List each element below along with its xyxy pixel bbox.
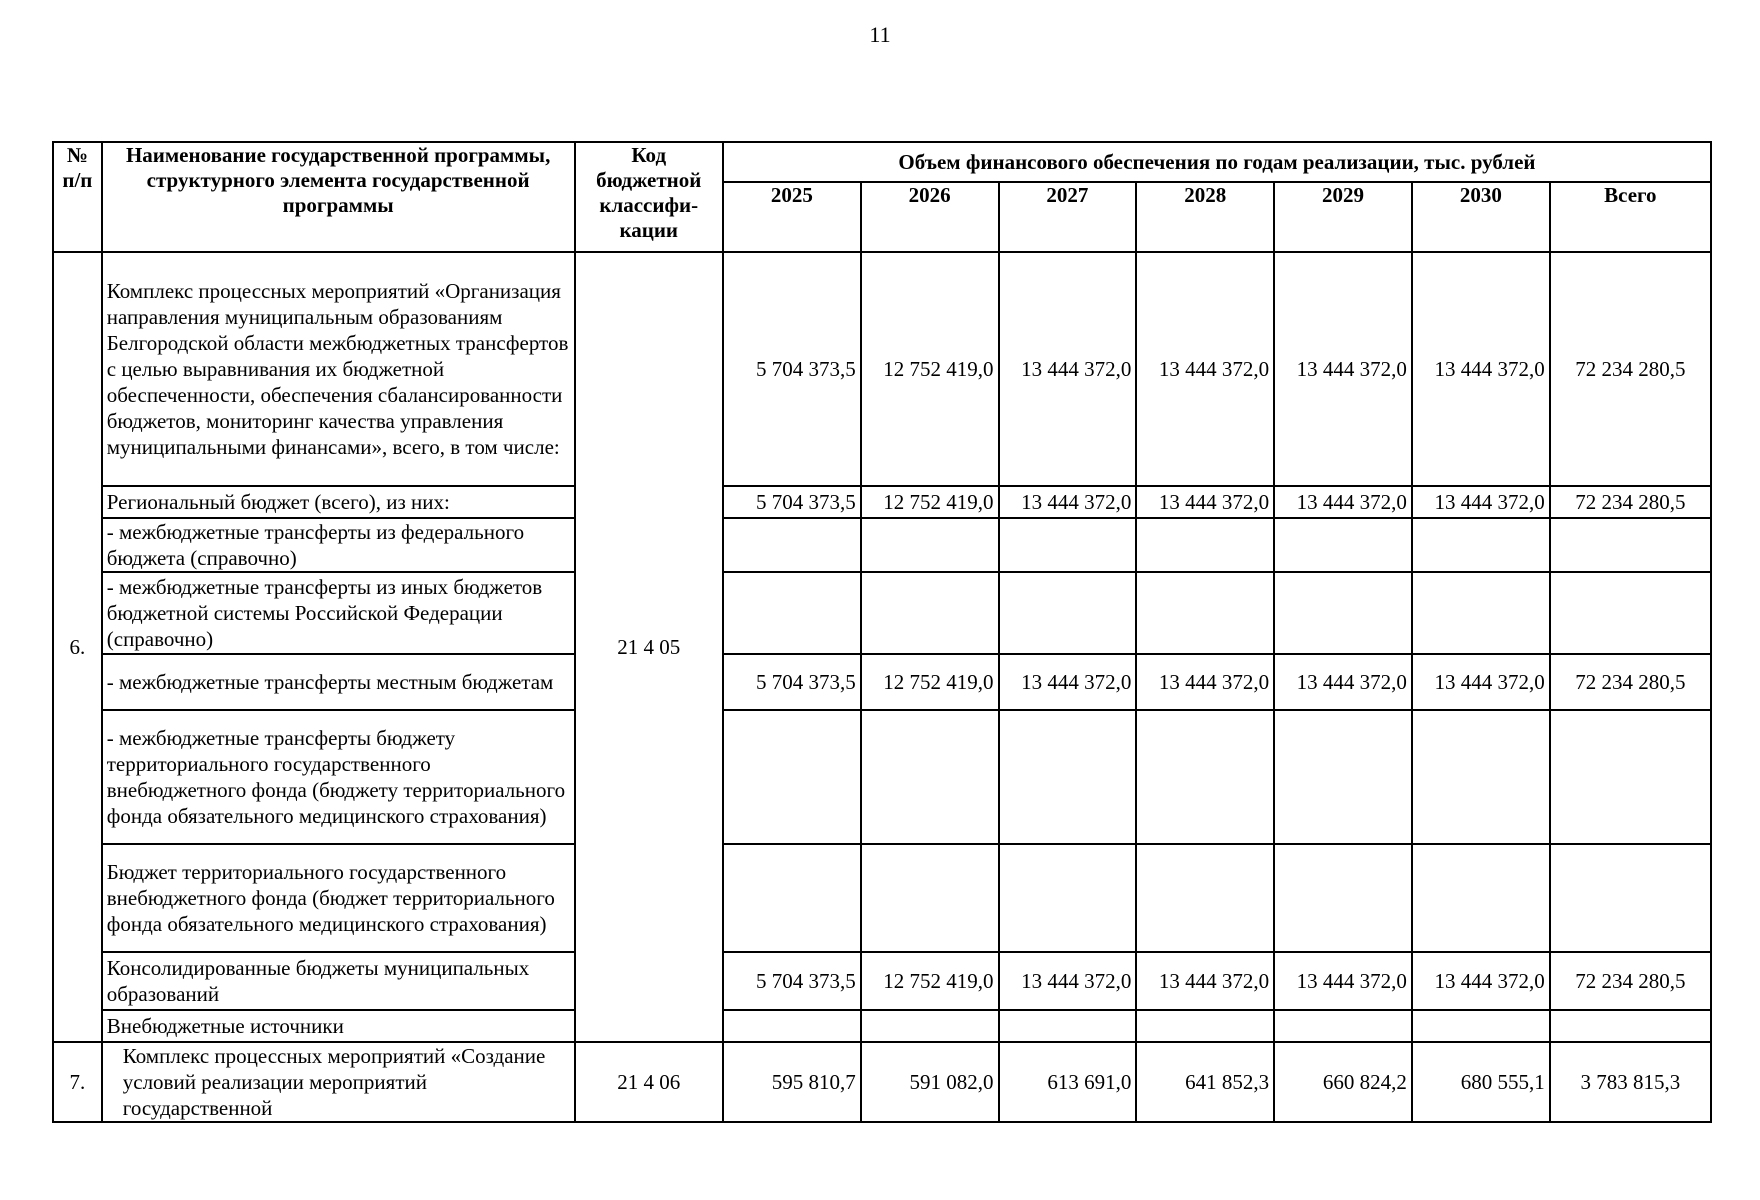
table-row bbox=[53, 252, 1711, 486]
row-name: Бюджет территориального государственного внебюджетного фонда (бюджет территориального фонда обязательного медицинского страхования) bbox=[102, 844, 575, 952]
value-2028: 641 852,3 bbox=[1136, 1042, 1274, 1122]
value-2029: 660 824,2 bbox=[1274, 1042, 1412, 1122]
value-2029 bbox=[1274, 844, 1412, 952]
value-total: 3 783 815,3 bbox=[1550, 1042, 1711, 1122]
value-2025 bbox=[723, 518, 861, 572]
value-2025: 5 704 373,5 bbox=[723, 654, 861, 710]
row-number: 7. bbox=[53, 1042, 102, 1122]
value-2028 bbox=[1136, 844, 1274, 952]
value-total bbox=[1550, 518, 1711, 572]
row-code: 21 4 06 bbox=[575, 1042, 723, 1122]
value-2028: 13 444 372,0 bbox=[1136, 654, 1274, 710]
value-2026: 12 752 419,0 bbox=[861, 952, 999, 1010]
header-financing: Объем финансового обеспечения по годам реализации, тыс. рублей bbox=[723, 142, 1711, 182]
page-number: 11 bbox=[869, 22, 891, 47]
value-2030: 13 444 372,0 bbox=[1412, 654, 1550, 710]
row-name: Комплекс процессных мероприятий «Создание условий реализации мероприятий государственной bbox=[102, 1042, 575, 1122]
value-2027: 613 691,0 bbox=[999, 1042, 1137, 1122]
value-2026: 12 752 419,0 bbox=[861, 252, 999, 486]
table-row bbox=[53, 486, 1711, 518]
value-total bbox=[1550, 710, 1711, 844]
row-name: - межбюджетные трансферты бюджету территориального государственного внебюджетного фонда (бюджету территориального фонда обязательного медицинского страхования) bbox=[102, 710, 575, 844]
header-total: Всего bbox=[1550, 182, 1711, 252]
value-2029 bbox=[1274, 1010, 1412, 1042]
header-year-2026: 2026 bbox=[861, 182, 999, 252]
value-total: 72 234 280,5 bbox=[1550, 654, 1711, 710]
value-total: 72 234 280,5 bbox=[1550, 952, 1711, 1010]
value-2028: 13 444 372,0 bbox=[1136, 486, 1274, 518]
value-total: 72 234 280,5 bbox=[1550, 486, 1711, 518]
budget-table bbox=[52, 141, 1712, 1123]
value-2028: 13 444 372,0 bbox=[1136, 252, 1274, 486]
value-2027 bbox=[999, 1010, 1137, 1042]
value-2027: 13 444 372,0 bbox=[999, 486, 1137, 518]
value-2026: 12 752 419,0 bbox=[861, 486, 999, 518]
value-2028 bbox=[1136, 572, 1274, 654]
row-name: Региональный бюджет (всего), из них: bbox=[102, 486, 575, 518]
row-name: - межбюджетные трансферты из иных бюджетов бюджетной системы Российской Федерации (справочно) bbox=[102, 572, 575, 654]
value-2028: 13 444 372,0 bbox=[1136, 952, 1274, 1010]
value-2025: 5 704 373,5 bbox=[723, 952, 861, 1010]
value-2026: 12 752 419,0 bbox=[861, 654, 999, 710]
value-2030 bbox=[1412, 710, 1550, 844]
header-year-2030: 2030 bbox=[1412, 182, 1550, 252]
value-2027: 13 444 372,0 bbox=[999, 252, 1137, 486]
value-2029: 13 444 372,0 bbox=[1274, 252, 1412, 486]
value-2026 bbox=[861, 1010, 999, 1042]
value-2026: 591 082,0 bbox=[861, 1042, 999, 1122]
row-name: Внебюджетные источники bbox=[102, 1010, 575, 1042]
value-2026 bbox=[861, 710, 999, 844]
value-2029 bbox=[1274, 518, 1412, 572]
value-2030: 13 444 372,0 bbox=[1412, 486, 1550, 518]
value-2030: 13 444 372,0 bbox=[1412, 952, 1550, 1010]
value-2029 bbox=[1274, 572, 1412, 654]
table-row bbox=[53, 710, 1711, 844]
value-total bbox=[1550, 844, 1711, 952]
header-year-2027: 2027 bbox=[999, 182, 1137, 252]
value-2029: 13 444 372,0 bbox=[1274, 486, 1412, 518]
row-name: Консолидированные бюджеты муниципальных образований bbox=[102, 952, 575, 1010]
value-2030 bbox=[1412, 1010, 1550, 1042]
value-2027 bbox=[999, 710, 1137, 844]
value-2025 bbox=[723, 710, 861, 844]
value-2029: 13 444 372,0 bbox=[1274, 654, 1412, 710]
value-2025: 5 704 373,5 bbox=[723, 486, 861, 518]
value-total bbox=[1550, 1010, 1711, 1042]
value-2025: 595 810,7 bbox=[723, 1042, 861, 1122]
value-2027 bbox=[999, 844, 1137, 952]
header-year-2028: 2028 bbox=[1136, 182, 1274, 252]
header-year-2025: 2025 bbox=[723, 182, 861, 252]
value-2025: 5 704 373,5 bbox=[723, 252, 861, 486]
value-2029: 13 444 372,0 bbox=[1274, 952, 1412, 1010]
value-2030 bbox=[1412, 844, 1550, 952]
row-name: Комплекс процессных мероприятий «Организация направления муниципальным образованиям Белгородской области межбюджетных трансфертов с целью выравнивания их бюджетной обеспеченности, обеспечения сбалансированности бюджетов, мониторинг качества управления муниципальными финансами», всего, в том числе: bbox=[102, 252, 575, 486]
value-2025 bbox=[723, 1010, 861, 1042]
table-row bbox=[53, 572, 1711, 654]
row-name: - межбюджетные трансферты местным бюджетам bbox=[102, 654, 575, 710]
row-code: 21 4 05 bbox=[575, 252, 723, 1042]
value-2027 bbox=[999, 572, 1137, 654]
value-2028 bbox=[1136, 1010, 1274, 1042]
header-num: № п/п bbox=[53, 142, 102, 252]
value-2029 bbox=[1274, 710, 1412, 844]
value-2027: 13 444 372,0 bbox=[999, 952, 1137, 1010]
value-2028 bbox=[1136, 518, 1274, 572]
value-total bbox=[1550, 572, 1711, 654]
header-year-2029: 2029 bbox=[1274, 182, 1412, 252]
header-code: Код бюджетной классифи-кации bbox=[575, 142, 723, 252]
value-2026 bbox=[861, 572, 999, 654]
table-row bbox=[53, 518, 1711, 572]
value-2025 bbox=[723, 844, 861, 952]
value-2028 bbox=[1136, 710, 1274, 844]
table-row bbox=[53, 844, 1711, 952]
value-2030: 680 555,1 bbox=[1412, 1042, 1550, 1122]
value-2027 bbox=[999, 518, 1137, 572]
value-2026 bbox=[861, 844, 999, 952]
value-2030: 13 444 372,0 bbox=[1412, 252, 1550, 486]
row-number: 6. bbox=[53, 252, 102, 1042]
header-name: Наименование государственной программы, структурного элемента государственной программы bbox=[102, 142, 575, 252]
table-row bbox=[53, 1042, 1711, 1122]
table-row bbox=[53, 952, 1711, 1010]
value-2030 bbox=[1412, 518, 1550, 572]
value-2027: 13 444 372,0 bbox=[999, 654, 1137, 710]
row-name: - межбюджетные трансферты из федерального бюджета (справочно) bbox=[102, 518, 575, 572]
table-row bbox=[53, 1010, 1711, 1042]
value-2026 bbox=[861, 518, 999, 572]
value-total: 72 234 280,5 bbox=[1550, 252, 1711, 486]
value-2030 bbox=[1412, 572, 1550, 654]
value-2025 bbox=[723, 572, 861, 654]
table-row bbox=[53, 654, 1711, 710]
